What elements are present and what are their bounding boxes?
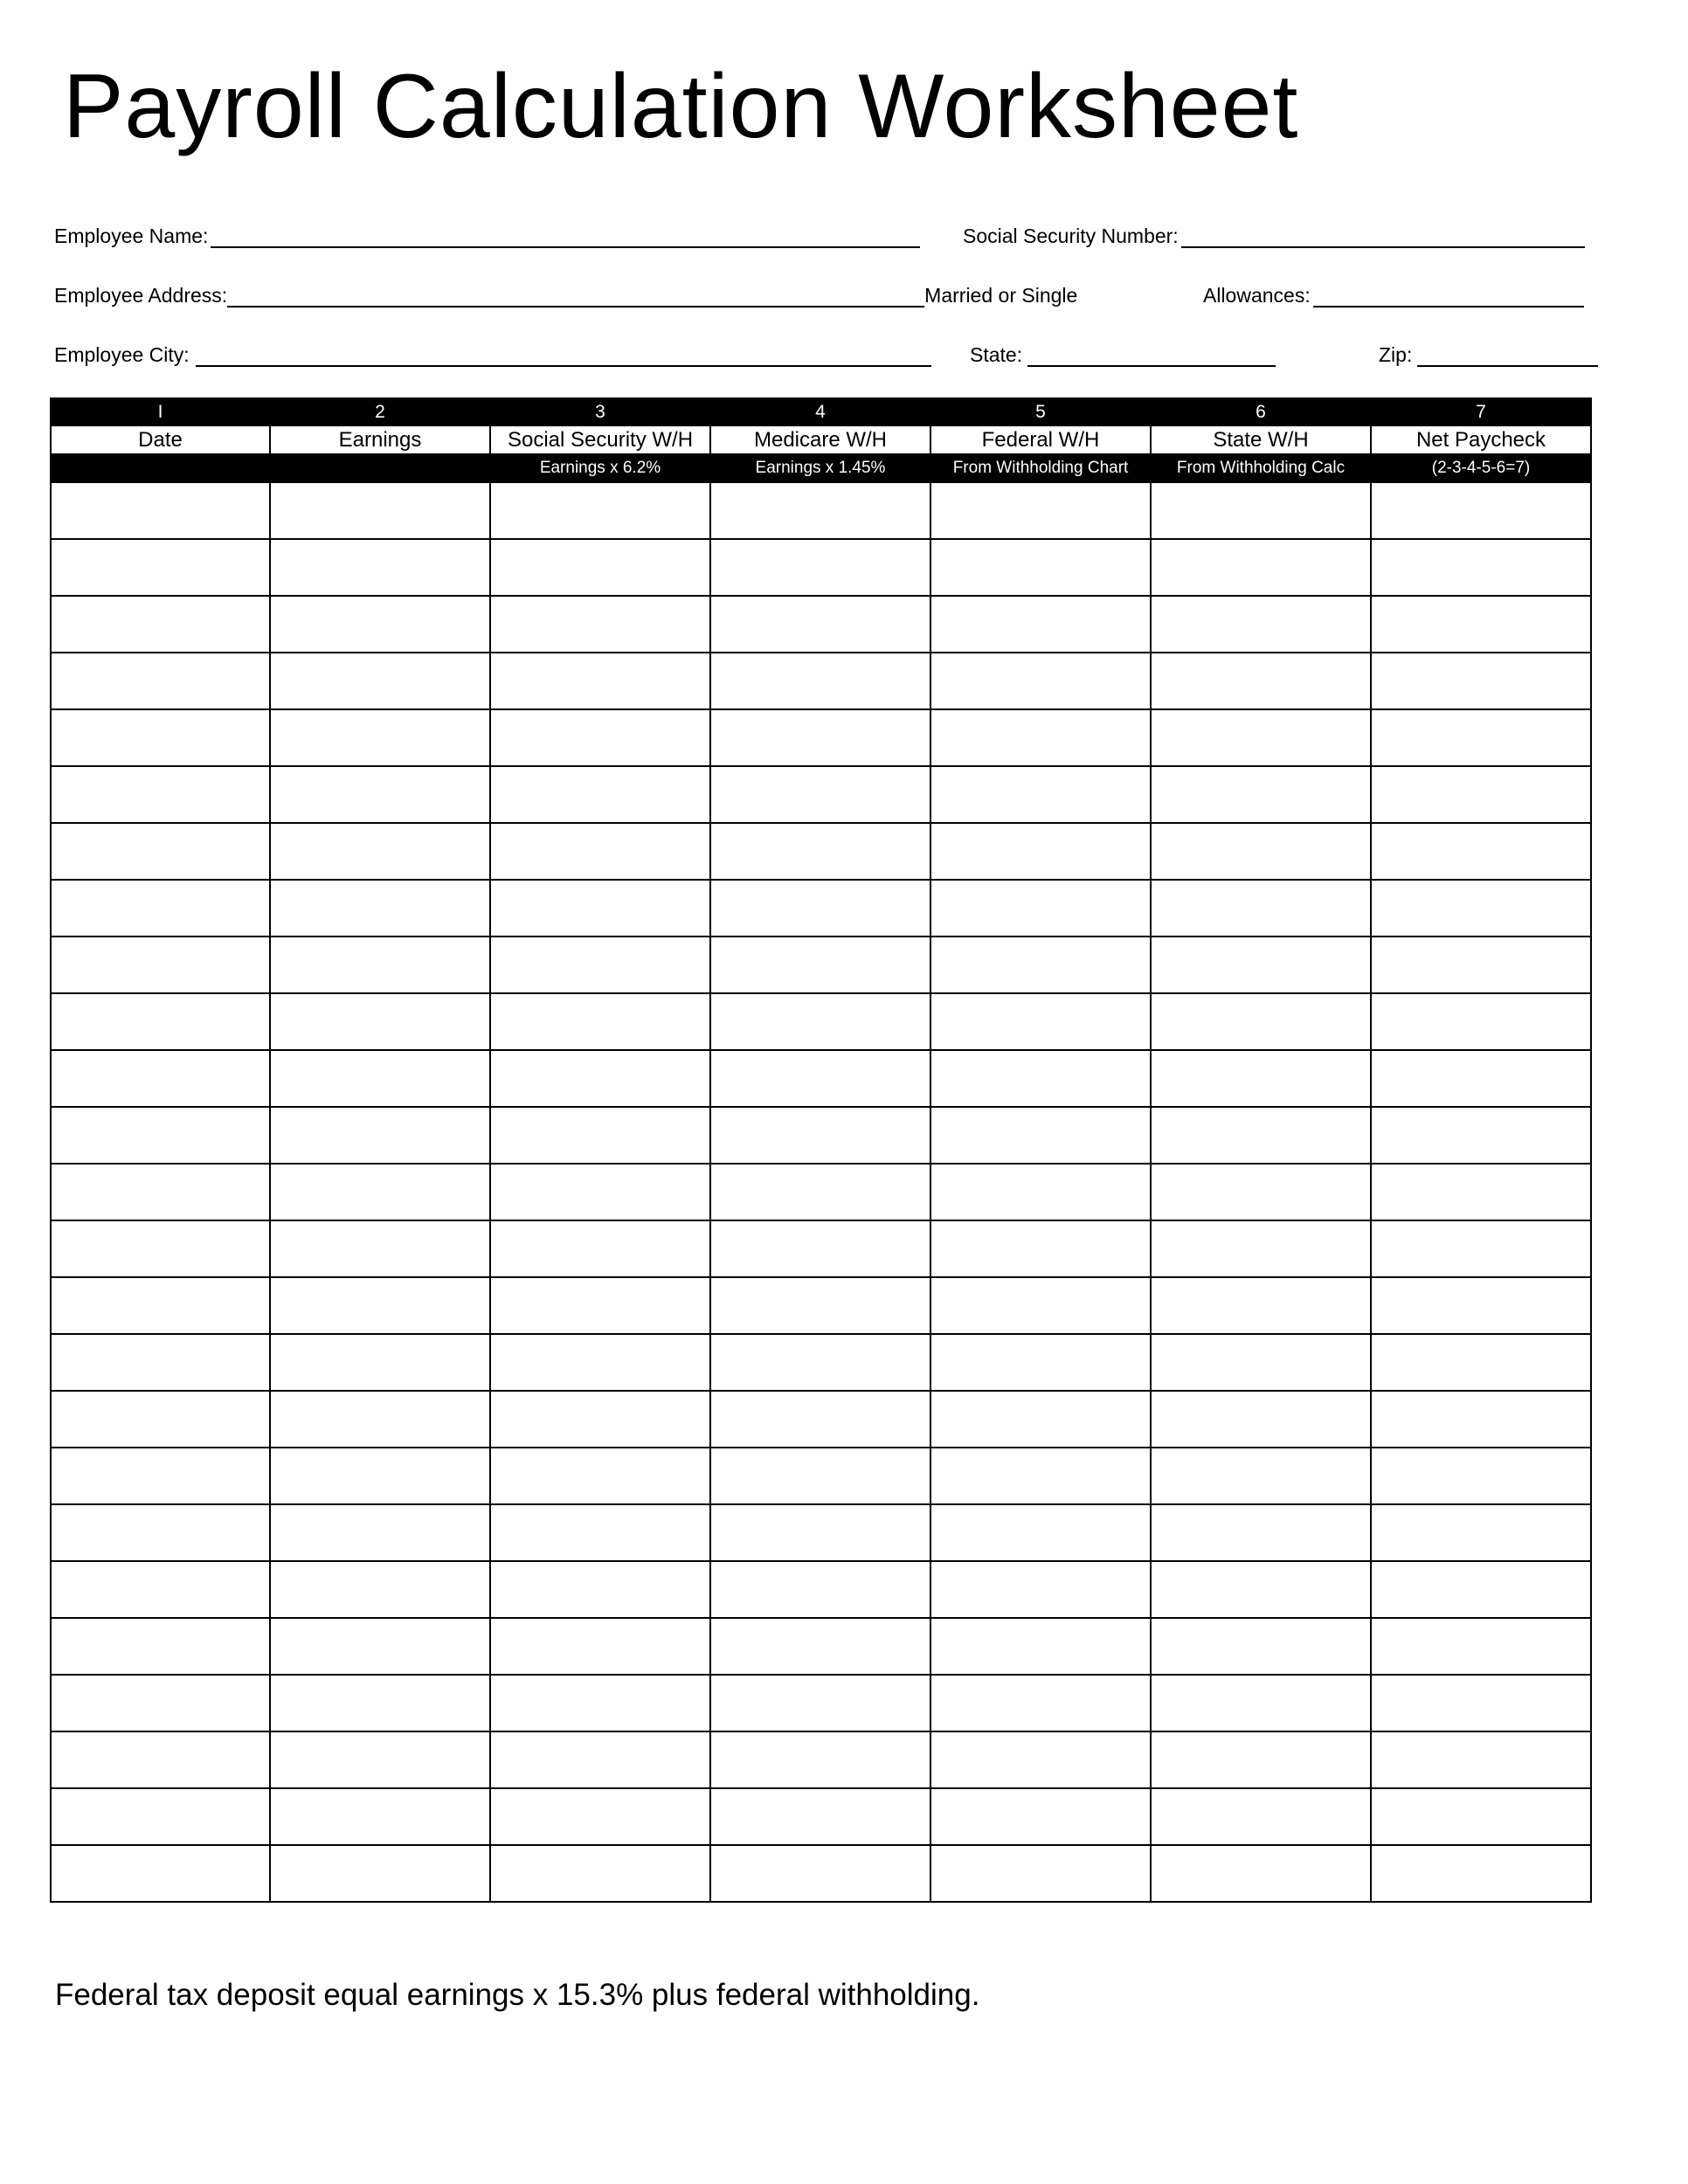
table-cell[interactable]: [930, 1220, 1151, 1277]
table-cell[interactable]: [930, 653, 1151, 709]
table-cell[interactable]: [490, 823, 710, 880]
table-row: [51, 1050, 1591, 1107]
table-cell[interactable]: [1151, 1788, 1371, 1845]
column-formula: (2-3-4-5-6=7): [1371, 454, 1591, 482]
employee-city-label: Employee City:: [54, 343, 190, 366]
table-cell[interactable]: [1371, 1334, 1591, 1391]
table-cell[interactable]: [1151, 1561, 1371, 1618]
table-cell[interactable]: [490, 1675, 710, 1731]
allowances-label: Allowances:: [1203, 284, 1311, 307]
table-cell[interactable]: [270, 1504, 490, 1561]
table-cell[interactable]: [51, 1561, 270, 1618]
table-cell[interactable]: [270, 1107, 490, 1164]
table-row: [51, 880, 1591, 936]
table-cell[interactable]: [51, 1845, 270, 1902]
column-formula-row: [51, 454, 1591, 482]
table-cell[interactable]: [710, 766, 930, 823]
table-cell[interactable]: [1371, 1448, 1591, 1504]
table-cell[interactable]: [930, 539, 1151, 596]
table-cell[interactable]: [51, 766, 270, 823]
table-cell[interactable]: [51, 653, 270, 709]
table-cell[interactable]: [270, 653, 490, 709]
table-cell[interactable]: [1151, 596, 1371, 653]
table-cell[interactable]: [930, 823, 1151, 880]
table-row: [51, 1845, 1591, 1902]
table-cell[interactable]: [930, 1277, 1151, 1334]
zip-line[interactable]: [1417, 346, 1598, 367]
table-cell[interactable]: [710, 1675, 930, 1731]
ssn-field[interactable]: [963, 224, 1585, 248]
table-cell[interactable]: [710, 482, 930, 539]
table-cell[interactable]: [270, 1675, 490, 1731]
table-cell[interactable]: [1371, 1618, 1591, 1675]
table-cell[interactable]: [490, 1845, 710, 1902]
column-number: 2: [270, 398, 490, 425]
table-cell[interactable]: [710, 823, 930, 880]
table-cell[interactable]: [490, 880, 710, 936]
table-cell[interactable]: [270, 1164, 490, 1220]
table-cell[interactable]: [490, 653, 710, 709]
table-cell[interactable]: [490, 1050, 710, 1107]
table-cell[interactable]: [710, 1504, 930, 1561]
table-cell[interactable]: [710, 1731, 930, 1788]
table-cell[interactable]: [51, 1448, 270, 1504]
zip-field[interactable]: [1379, 342, 1598, 367]
table-cell[interactable]: [51, 823, 270, 880]
table-cell[interactable]: [51, 1334, 270, 1391]
table-cell[interactable]: [1151, 880, 1371, 936]
payroll-table: [50, 397, 1592, 1903]
table-cell[interactable]: [1151, 993, 1371, 1050]
table-row: [51, 1561, 1591, 1618]
table-cell[interactable]: [490, 936, 710, 993]
table-cell[interactable]: [51, 880, 270, 936]
table-cell[interactable]: [1371, 1277, 1591, 1334]
table-cell[interactable]: [490, 482, 710, 539]
table-cell[interactable]: [51, 1675, 270, 1731]
ssn-line[interactable]: [1181, 227, 1585, 248]
table-cell[interactable]: [1151, 823, 1371, 880]
table-cell[interactable]: [710, 1277, 930, 1334]
table-cell[interactable]: [51, 1618, 270, 1675]
table-cell[interactable]: [1151, 1220, 1371, 1277]
table-cell[interactable]: [490, 539, 710, 596]
table-cell[interactable]: [710, 1164, 930, 1220]
column-formula: [51, 454, 270, 482]
table-body: [51, 482, 1591, 1902]
table-cell[interactable]: [1371, 1675, 1591, 1731]
table-row: [51, 1731, 1591, 1788]
column-number: I: [51, 398, 270, 425]
table-cell[interactable]: [490, 1788, 710, 1845]
table-cell[interactable]: [1371, 596, 1591, 653]
table-cell[interactable]: [710, 880, 930, 936]
table-cell[interactable]: [930, 1391, 1151, 1448]
table-cell[interactable]: [1371, 1220, 1591, 1277]
table-cell[interactable]: [930, 482, 1151, 539]
column-formula: From Withholding Chart: [930, 454, 1151, 482]
table-cell[interactable]: [270, 1731, 490, 1788]
column-header-date: Date: [51, 425, 270, 454]
column-number: 3: [490, 398, 710, 425]
table-cell[interactable]: [1371, 1731, 1591, 1788]
table-cell[interactable]: [930, 1334, 1151, 1391]
table-cell[interactable]: [710, 1788, 930, 1845]
table-cell[interactable]: [1371, 653, 1591, 709]
column-header-medicare: Medicare W/H: [710, 425, 930, 454]
table-cell[interactable]: [270, 1391, 490, 1448]
table-row: [51, 993, 1591, 1050]
employee-city-line[interactable]: [196, 346, 931, 367]
table-cell[interactable]: [1371, 1561, 1591, 1618]
table-cell[interactable]: [930, 596, 1151, 653]
table-cell[interactable]: [930, 1050, 1151, 1107]
table-cell[interactable]: [270, 1334, 490, 1391]
table-cell[interactable]: [1371, 1050, 1591, 1107]
table-cell[interactable]: [1151, 1107, 1371, 1164]
column-number: 6: [1151, 398, 1371, 425]
table-cell[interactable]: [930, 1845, 1151, 1902]
table-cell[interactable]: [51, 1731, 270, 1788]
table-cell[interactable]: [930, 936, 1151, 993]
table-cell[interactable]: [1151, 1731, 1371, 1788]
table-cell[interactable]: [930, 1675, 1151, 1731]
table-cell[interactable]: [270, 936, 490, 993]
table-cell[interactable]: [710, 1107, 930, 1164]
table-cell[interactable]: [930, 993, 1151, 1050]
employee-name-line[interactable]: [211, 227, 920, 248]
table-cell[interactable]: [1151, 1164, 1371, 1220]
column-number-row: [51, 398, 1591, 425]
table-cell[interactable]: [490, 1731, 710, 1788]
ssn-label: Social Security Number:: [963, 225, 1179, 247]
table-row: [51, 539, 1591, 596]
table-cell[interactable]: [490, 1107, 710, 1164]
table-cell[interactable]: [51, 1788, 270, 1845]
table-cell[interactable]: [710, 1334, 930, 1391]
column-header-state: State W/H: [1151, 425, 1371, 454]
table-cell[interactable]: [270, 596, 490, 653]
table-cell[interactable]: [710, 1448, 930, 1504]
table-cell[interactable]: [270, 766, 490, 823]
table-cell[interactable]: [1151, 539, 1371, 596]
table-cell[interactable]: [710, 936, 930, 993]
page-title: Payroll Calculation Worksheet: [63, 56, 1299, 157]
table-cell[interactable]: [270, 993, 490, 1050]
table-cell[interactable]: [710, 1561, 930, 1618]
table-cell[interactable]: [490, 1220, 710, 1277]
table-cell[interactable]: [710, 709, 930, 766]
table-cell[interactable]: [930, 1731, 1151, 1788]
employee-address-field[interactable]: [54, 283, 1077, 308]
table-cell[interactable]: [930, 766, 1151, 823]
table-row: [51, 1448, 1591, 1504]
column-formula: Earnings x 6.2%: [490, 454, 710, 482]
table-cell[interactable]: [930, 1618, 1151, 1675]
table-cell[interactable]: [1151, 709, 1371, 766]
table-cell[interactable]: [270, 880, 490, 936]
employee-city-field[interactable]: [54, 342, 931, 367]
table-cell[interactable]: [930, 1164, 1151, 1220]
table-row: [51, 1220, 1591, 1277]
table-cell[interactable]: [930, 1448, 1151, 1504]
table-cell[interactable]: [270, 1050, 490, 1107]
column-formula: Earnings x 1.45%: [710, 454, 930, 482]
table-cell[interactable]: [51, 1164, 270, 1220]
column-formula: [270, 454, 490, 482]
table-row: [51, 766, 1591, 823]
table-cell[interactable]: [270, 1845, 490, 1902]
table-cell[interactable]: [490, 1391, 710, 1448]
table-cell[interactable]: [1151, 1675, 1371, 1731]
table-cell[interactable]: [51, 1391, 270, 1448]
state-field[interactable]: [970, 342, 1276, 367]
table-row: [51, 936, 1591, 993]
table-cell[interactable]: [51, 1277, 270, 1334]
table-cell[interactable]: [490, 1618, 710, 1675]
table-cell[interactable]: [710, 596, 930, 653]
column-header-social-security: Social Security W/H: [490, 425, 710, 454]
table-cell[interactable]: [270, 709, 490, 766]
employee-name-field[interactable]: [54, 224, 920, 248]
table-cell[interactable]: [270, 1448, 490, 1504]
allowances-line[interactable]: [1313, 287, 1584, 308]
footer-note: Federal tax deposit equal earnings x 15.3% plus federal withholding.: [55, 1978, 980, 2012]
table-cell[interactable]: [1371, 1107, 1591, 1164]
table-cell[interactable]: [490, 1561, 710, 1618]
married-or-single-label[interactable]: Married or Single: [924, 284, 1078, 307]
employee-address-label: Employee Address:: [54, 284, 228, 307]
table-cell[interactable]: [270, 539, 490, 596]
table-cell[interactable]: [1371, 1845, 1591, 1902]
table-cell[interactable]: [1151, 1277, 1371, 1334]
table-cell[interactable]: [51, 1220, 270, 1277]
table-cell[interactable]: [490, 1504, 710, 1561]
table-cell[interactable]: [1371, 709, 1591, 766]
table-cell[interactable]: [710, 1391, 930, 1448]
table-cell[interactable]: [1371, 880, 1591, 936]
table-cell[interactable]: [1151, 653, 1371, 709]
employee-info-section: [0, 0, 1688, 384]
table-cell[interactable]: [51, 709, 270, 766]
table-row: [51, 1618, 1591, 1675]
table-row: [51, 1107, 1591, 1164]
column-header-row: [51, 425, 1591, 454]
table-cell[interactable]: [270, 1788, 490, 1845]
table-cell[interactable]: [1371, 1391, 1591, 1448]
table-cell[interactable]: [1371, 823, 1591, 880]
table-cell[interactable]: [490, 766, 710, 823]
table-cell[interactable]: [51, 482, 270, 539]
table-cell[interactable]: [490, 1277, 710, 1334]
table-cell[interactable]: [1371, 1504, 1591, 1561]
table-row: [51, 1391, 1591, 1448]
table-cell[interactable]: [51, 1050, 270, 1107]
table-row: [51, 709, 1591, 766]
employee-address-line[interactable]: [227, 287, 924, 308]
table-cell[interactable]: [1151, 1448, 1371, 1504]
column-header-federal: Federal W/H: [930, 425, 1151, 454]
table-cell[interactable]: [1151, 1050, 1371, 1107]
table-row: [51, 1675, 1591, 1731]
table-cell[interactable]: [1371, 539, 1591, 596]
column-header-net-paycheck: Net Paycheck: [1371, 425, 1591, 454]
table-row: [51, 1504, 1591, 1561]
state-label: State:: [970, 343, 1023, 366]
table-cell[interactable]: [1371, 1164, 1591, 1220]
table-cell[interactable]: [930, 1561, 1151, 1618]
table-cell[interactable]: [1151, 1334, 1371, 1391]
table-row: [51, 596, 1591, 653]
table-row: [51, 1334, 1591, 1391]
table-cell[interactable]: [490, 1448, 710, 1504]
table-cell[interactable]: [930, 1107, 1151, 1164]
table-cell[interactable]: [710, 1220, 930, 1277]
column-number: 4: [710, 398, 930, 425]
table-row: [51, 1788, 1591, 1845]
table-cell[interactable]: [490, 596, 710, 653]
table-cell[interactable]: [1371, 1788, 1591, 1845]
table-cell[interactable]: [1151, 1391, 1371, 1448]
table-cell[interactable]: [930, 1788, 1151, 1845]
table-cell[interactable]: [1371, 482, 1591, 539]
table-row: [51, 823, 1591, 880]
table-cell[interactable]: [930, 709, 1151, 766]
table-cell[interactable]: [710, 653, 930, 709]
table-cell[interactable]: [270, 1277, 490, 1334]
table-cell[interactable]: [51, 1504, 270, 1561]
column-number: 5: [930, 398, 1151, 425]
table-cell[interactable]: [1371, 993, 1591, 1050]
table-cell[interactable]: [270, 482, 490, 539]
table-cell[interactable]: [1151, 766, 1371, 823]
table-cell[interactable]: [1151, 936, 1371, 993]
table-cell[interactable]: [51, 1107, 270, 1164]
table-cell[interactable]: [51, 993, 270, 1050]
column-header-earnings: Earnings: [270, 425, 490, 454]
table-cell[interactable]: [270, 1220, 490, 1277]
table-cell[interactable]: [270, 1561, 490, 1618]
table-row: [51, 653, 1591, 709]
table-row: [51, 1277, 1591, 1334]
table-cell[interactable]: [710, 993, 930, 1050]
column-formula: From Withholding Calc: [1151, 454, 1371, 482]
table-cell[interactable]: [710, 1050, 930, 1107]
table-cell[interactable]: [1151, 1504, 1371, 1561]
table-cell[interactable]: [490, 993, 710, 1050]
state-line[interactable]: [1027, 346, 1276, 367]
table-cell[interactable]: [930, 880, 1151, 936]
table-cell[interactable]: [1151, 482, 1371, 539]
table-row: [51, 482, 1591, 539]
table-cell[interactable]: [270, 823, 490, 880]
table-cell[interactable]: [51, 596, 270, 653]
table-cell[interactable]: [270, 1618, 490, 1675]
table-cell[interactable]: [710, 1618, 930, 1675]
table-cell[interactable]: [490, 1334, 710, 1391]
table-cell[interactable]: [710, 1845, 930, 1902]
column-number: 7: [1371, 398, 1591, 425]
table-row: [51, 1164, 1591, 1220]
table-cell[interactable]: [1151, 1845, 1371, 1902]
table-cell[interactable]: [51, 936, 270, 993]
table-cell[interactable]: [51, 539, 270, 596]
table-cell[interactable]: [1371, 766, 1591, 823]
table-cell[interactable]: [490, 1164, 710, 1220]
allowances-field[interactable]: [1203, 283, 1584, 308]
table-cell[interactable]: [1371, 936, 1591, 993]
table-cell[interactable]: [710, 539, 930, 596]
table-cell[interactable]: [1151, 1618, 1371, 1675]
table-cell[interactable]: [930, 1504, 1151, 1561]
zip-label: Zip:: [1379, 343, 1413, 366]
table-cell[interactable]: [490, 709, 710, 766]
employee-name-label: Employee Name:: [54, 225, 209, 247]
